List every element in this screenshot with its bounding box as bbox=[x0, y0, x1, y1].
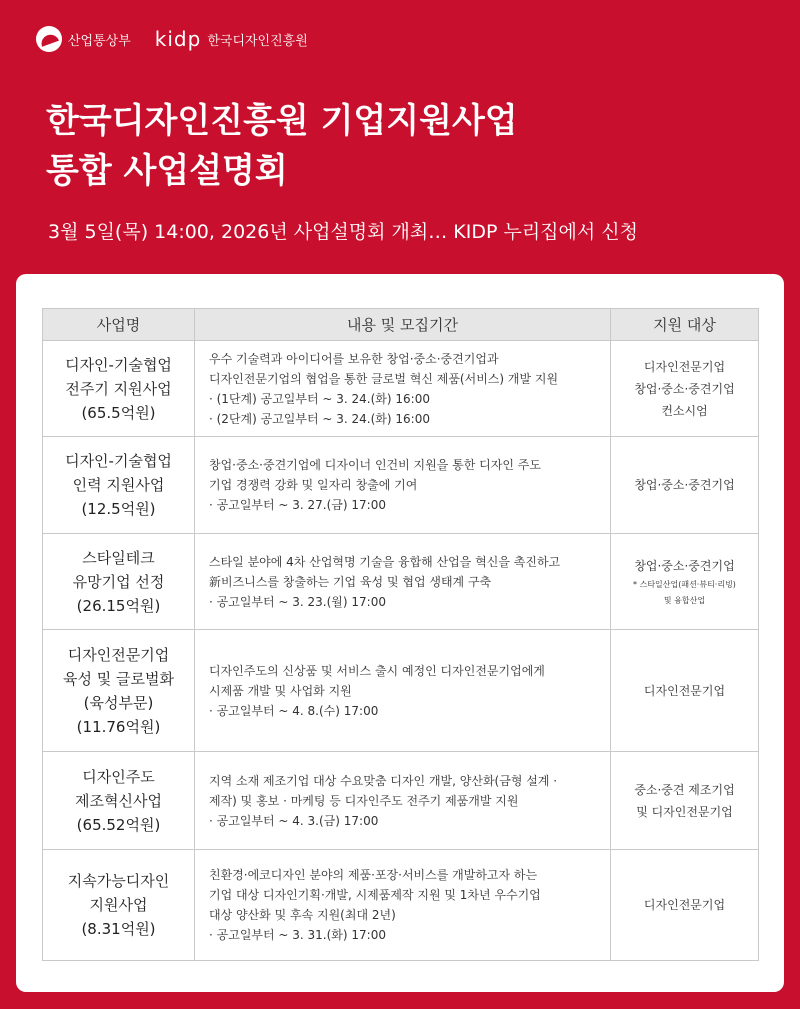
info-card bbox=[16, 274, 784, 992]
program-name-line: 디자인전문기업 bbox=[67, 645, 170, 664]
program-content-cell bbox=[195, 630, 611, 752]
program-content-cell bbox=[195, 752, 611, 850]
program-name-cell bbox=[43, 437, 195, 534]
program-target-cell bbox=[611, 437, 759, 534]
table-row bbox=[43, 752, 759, 850]
program-content-cell bbox=[195, 850, 611, 961]
program-name-line: 육성 및 글로벌화 bbox=[63, 669, 174, 688]
program-content-line: · (1단계) 공고일부터 ~ 3. 24.(화) 16:00 bbox=[209, 391, 430, 406]
program-content-line: · (2단계) 공고일부터 ~ 3. 24.(화) 16:00 bbox=[209, 411, 430, 426]
program-name-line: (11.76억원) bbox=[76, 717, 161, 736]
program-content-line: 제작) 및 홍보 · 마케팅 등 디자인주도 전주기 제품개발 지원 bbox=[209, 793, 519, 808]
program-name-cell bbox=[43, 850, 195, 961]
program-table bbox=[42, 308, 759, 961]
header-logos bbox=[36, 24, 308, 54]
program-name-line: 디자인-기술협업 bbox=[65, 452, 172, 470]
program-content-line: · 공고일부터 ~ 3. 31.(화) 17:00 bbox=[209, 928, 386, 942]
program-name-cell bbox=[43, 752, 195, 850]
program-name-line: 지원사업 bbox=[89, 896, 148, 914]
program-target-note: * 스타일산업(패션·뷰티·리빙) bbox=[633, 579, 736, 589]
program-name-line: (육성부문) bbox=[83, 693, 154, 712]
program-target-cell bbox=[611, 630, 759, 752]
program-content-line: 창업·중소·중견기업에 디자이너 인건비 지원을 통한 디자인 주도 bbox=[209, 458, 541, 472]
program-name-cell bbox=[43, 341, 195, 437]
table-row bbox=[43, 850, 759, 961]
program-content-line: 대상 양산화 및 후속 지원(최대 2년) bbox=[209, 908, 396, 922]
program-name-cell bbox=[43, 630, 195, 752]
table-row bbox=[43, 341, 759, 437]
program-target-cell bbox=[611, 850, 759, 961]
program-content-line: · 공고일부터 ~ 4. 3.(금) 17:00 bbox=[209, 813, 379, 828]
program-content-line: 디자인전문기업의 협업을 통한 글로벌 혁신 제품(서비스) 개발 지원 bbox=[209, 371, 559, 386]
table-row bbox=[43, 534, 759, 630]
program-name-line: 스타일테크 bbox=[82, 548, 155, 567]
program-target-line: 디자인전문기업 bbox=[643, 898, 726, 912]
program-target-line: 컨소시엄 bbox=[661, 403, 708, 418]
program-name-line: (65.52억원) bbox=[76, 815, 161, 834]
header-content: 내용 및 모집기간 bbox=[195, 309, 611, 341]
kidp-mark: kidp bbox=[154, 27, 202, 51]
header-program-name: 사업명 bbox=[43, 309, 195, 341]
page-subtitle: 3월 5일(목) 14:00, 2026년 사업설명회 개최… KIDP 누리집에서 신청 bbox=[48, 221, 638, 243]
program-target-line: 창업·중소·중견기업 bbox=[634, 381, 735, 396]
kidp-name: 한국디자인진흥원 bbox=[207, 33, 308, 49]
program-content-line: 시제품 개발 및 사업화 지원 bbox=[209, 683, 352, 698]
title-line-2: 통합 사업설명회 bbox=[46, 151, 288, 191]
title-line-1: 한국디자인진흥원 기업지원사업 bbox=[46, 101, 518, 141]
program-target-line: 디자인전문기업 bbox=[643, 359, 726, 374]
ministry-name: 산업통상부 bbox=[68, 33, 131, 49]
header-target: 지원 대상 bbox=[611, 309, 759, 341]
program-name-line: 제조혁신사업 bbox=[75, 791, 162, 810]
program-content-line: · 공고일부터 ~ 3. 23.(월) 17:00 bbox=[209, 594, 386, 609]
program-target-cell bbox=[611, 534, 759, 630]
program-name-line: 디자인-기술협업 bbox=[65, 355, 172, 374]
program-content-line: 新비즈니스를 창출하는 기업 육성 및 협업 생태계 구축 bbox=[209, 574, 492, 589]
program-content-line: 우수 기술력과 아이디어를 보유한 창업·중소·중견기업과 bbox=[209, 351, 499, 366]
program-content-line: 지역 소재 제조기업 대상 수요맞춤 디자인 개발, 양산화(금형 설계 · bbox=[209, 773, 558, 788]
program-name-line: 지속가능디자인 bbox=[67, 872, 170, 890]
program-content-line: 스타일 분야에 4차 산업혁명 기술을 융합해 산업을 혁신을 촉진하고 bbox=[209, 554, 561, 569]
program-content-line: · 공고일부터 ~ 4. 8.(수) 17:00 bbox=[209, 703, 379, 718]
program-content-line: 기업 대상 디자인기획·개발, 시제품제작 지원 및 1차년 우수기업 bbox=[209, 888, 541, 902]
table-row bbox=[43, 437, 759, 534]
program-name-line: (8.31억원) bbox=[81, 920, 156, 938]
program-target-note: 및 융합산업 bbox=[663, 595, 706, 605]
table-header-row bbox=[43, 309, 759, 341]
program-name-cell bbox=[43, 534, 195, 630]
program-target-cell bbox=[611, 752, 759, 850]
program-target-cell bbox=[611, 341, 759, 437]
program-name-line: 인력 지원사업 bbox=[72, 476, 165, 494]
program-content-cell bbox=[195, 534, 611, 630]
program-content-cell bbox=[195, 341, 611, 437]
kidp-logo bbox=[155, 27, 308, 51]
program-content-line: · 공고일부터 ~ 3. 27.(금) 17:00 bbox=[209, 498, 386, 512]
program-name-line: 디자인주도 bbox=[82, 767, 155, 786]
program-content-line: 기업 경쟁력 강화 및 일자리 창출에 기여 bbox=[209, 478, 418, 492]
program-name-line: 유망기업 선정 bbox=[72, 572, 165, 591]
program-name-line: (12.5억원) bbox=[81, 500, 156, 518]
ministry-logo bbox=[36, 26, 131, 52]
program-name-line: (26.15억원) bbox=[76, 596, 161, 615]
taegeuk-icon bbox=[36, 26, 62, 52]
program-name-line: 전주기 지원사업 bbox=[65, 379, 172, 398]
program-target-line: 중소·중견 제조기업 bbox=[634, 782, 735, 797]
program-content-cell bbox=[195, 437, 611, 534]
page-title bbox=[46, 96, 518, 196]
program-target-line: 창업·중소·중견기업 bbox=[634, 558, 735, 573]
table-row bbox=[43, 630, 759, 752]
program-target-line: 디자인전문기업 bbox=[643, 683, 726, 698]
program-target-line: 및 디자인전문기업 bbox=[636, 804, 733, 819]
program-name-line: (65.5억원) bbox=[81, 403, 156, 422]
program-content-line: 디자인주도의 신상품 및 서비스 출시 예정인 디자인전문기업에게 bbox=[209, 663, 545, 678]
program-target-line: 창업·중소·중견기업 bbox=[634, 478, 735, 492]
program-content-line: 친환경·에코디자인 분야의 제품·포장·서비스를 개발하고자 하는 bbox=[209, 868, 538, 882]
